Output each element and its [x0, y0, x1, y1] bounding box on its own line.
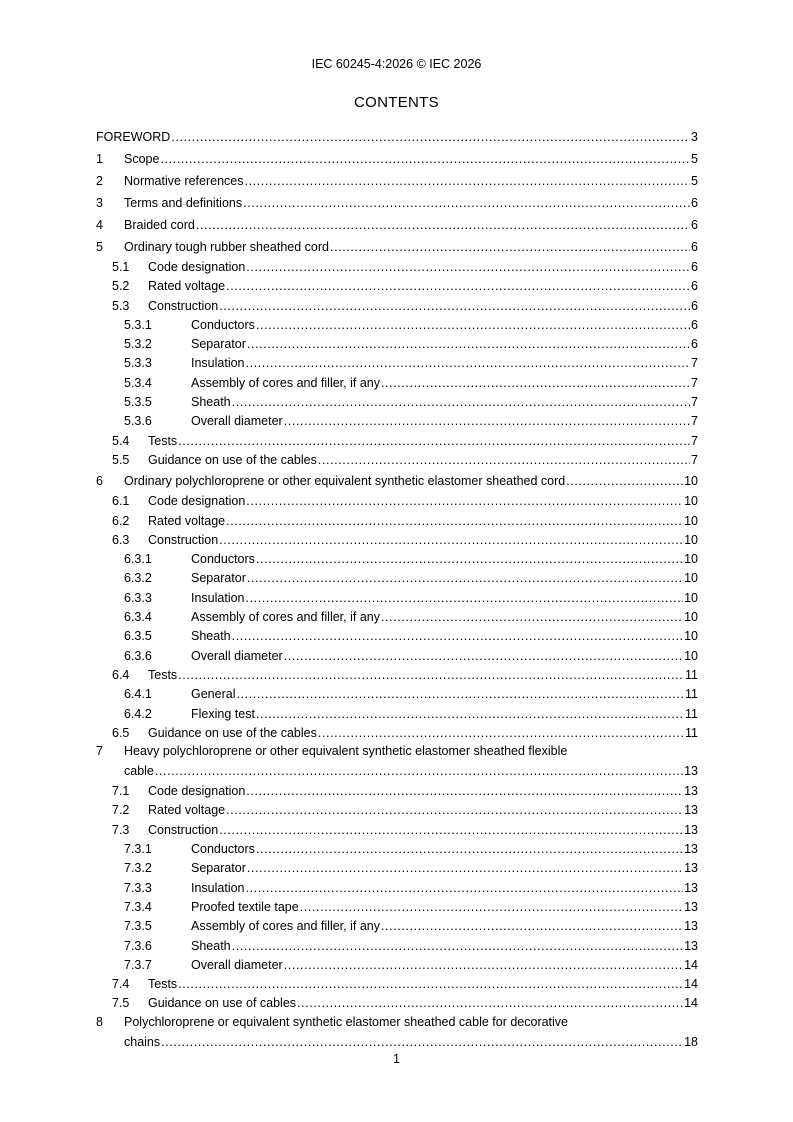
toc-entry-page: 14	[684, 996, 698, 1011]
toc-entry-page: 13	[684, 764, 698, 779]
toc-entry-page: 10	[684, 532, 698, 547]
toc-entry-page: 10	[684, 494, 698, 509]
toc-entry[interactable]	[96, 470, 698, 492]
toc-entry[interactable]	[96, 840, 698, 859]
toc-entry[interactable]	[96, 512, 698, 531]
running-header: IEC 60245-4:2026 © IEC 2026	[311, 57, 482, 71]
toc-entry[interactable]	[96, 685, 698, 704]
toc-entry-title: Polychloroprene or equivalent synthetic elastomer sheathed cable for decorative	[124, 1014, 569, 1029]
toc-entry-title: Construction	[148, 532, 219, 547]
toc-entry-title: Construction	[148, 822, 219, 837]
toc-entry-title: Overall diameter	[191, 957, 283, 972]
toc-entry-title: General	[191, 687, 236, 702]
toc-entry-page: 7	[691, 433, 698, 448]
dot-leader	[246, 354, 691, 373]
toc-entry-title: Ordinary tough rubber sheathed cord	[124, 240, 329, 254]
toc-entry[interactable]	[96, 297, 698, 316]
dot-leader	[330, 236, 690, 258]
dot-leader	[256, 705, 684, 724]
toc-entry-title: Code designation	[148, 494, 246, 509]
dot-leader	[178, 432, 690, 451]
toc-entry[interactable]	[96, 550, 698, 569]
toc-entry[interactable]	[96, 743, 698, 782]
toc-entry-page: 18	[684, 1034, 698, 1049]
toc-entry-title: Insulation	[191, 880, 245, 895]
toc-entry[interactable]	[96, 393, 698, 412]
toc-entry[interactable]	[96, 170, 698, 192]
toc-entry[interactable]	[96, 412, 698, 431]
dot-leader	[219, 297, 690, 316]
toc-entry-page: 7	[691, 356, 698, 371]
dot-leader	[256, 840, 683, 859]
toc-entry-number: 5.4	[112, 433, 130, 448]
toc-entry-number: 7.3.5	[124, 919, 152, 934]
dot-leader	[196, 214, 690, 236]
page-number: 1	[393, 1052, 400, 1066]
toc-entry-number: 7.3.7	[124, 957, 152, 972]
toc-entry-number: 6.4	[112, 667, 130, 682]
toc-entry-title: Overall diameter	[191, 648, 283, 663]
toc-entry-title: Ordinary polychloroprene or other equivalent synthetic elastomer sheathed cord	[124, 474, 566, 489]
toc-entry-title: Sheath	[191, 938, 231, 953]
toc-entry-page: 6	[691, 337, 698, 352]
toc-entry-title: Proofed textile tape	[191, 899, 299, 914]
toc-entry-number: 5.3.6	[124, 414, 152, 429]
toc-entry-page: 6	[691, 218, 698, 232]
toc-entry-title: Conductors	[191, 317, 255, 332]
toc-entry-title: Tests	[148, 433, 178, 448]
dot-leader	[232, 393, 690, 412]
toc-entry[interactable]	[96, 801, 698, 820]
dot-leader	[256, 550, 683, 569]
toc-entry-number: 7	[96, 744, 103, 759]
toc-entry-page: 3	[691, 130, 698, 144]
dot-leader	[160, 148, 690, 170]
dot-leader	[226, 277, 690, 296]
toc-entry[interactable]	[96, 859, 698, 878]
toc-entry-title: Insulation	[191, 590, 245, 605]
toc-entry[interactable]	[96, 258, 698, 277]
toc-entry-page: 6	[691, 279, 698, 294]
toc-entry-page: 10	[684, 648, 698, 663]
toc-entry-number: 6.5	[112, 725, 130, 740]
toc-entry-number: 5.3.4	[124, 375, 152, 390]
toc-entry-page: 13	[684, 822, 698, 837]
toc-entry-number: 5.3.1	[124, 317, 152, 332]
toc-entry-title-continued: cable	[124, 764, 154, 779]
toc-entry-page: 10	[684, 571, 698, 586]
toc-entry-number: 5.3.5	[124, 395, 152, 410]
dot-leader	[381, 374, 690, 393]
toc-entry-number: 2	[96, 174, 103, 188]
toc-entry[interactable]	[96, 975, 698, 994]
toc-entry-number: 5.3	[112, 298, 130, 313]
toc-entry-title: Heavy polychloroprene or other equivalent synthetic elastomer sheathed flexible	[124, 744, 568, 759]
dot-leader	[161, 1031, 683, 1053]
toc-entry-number: 8	[96, 1014, 103, 1029]
toc-entry-title: Braided cord	[124, 218, 195, 232]
toc-entry-page: 13	[684, 919, 698, 934]
toc-entry-title: Guidance on use of the cables	[148, 725, 317, 740]
toc-entry[interactable]	[96, 879, 698, 898]
toc-entry-title: Code designation	[148, 784, 246, 799]
toc-entry-number: 6.3.3	[124, 590, 152, 605]
toc-entry[interactable]	[96, 432, 698, 451]
toc-entry-number: 6.1	[112, 494, 130, 509]
dot-leader	[155, 760, 683, 782]
toc-entry-number: 7.3.6	[124, 938, 152, 953]
toc-entry[interactable]	[96, 666, 698, 685]
toc-entry-number: 6.3.1	[124, 552, 152, 567]
toc-entry-number: 6.4.2	[124, 706, 152, 721]
toc-entry-page: 7	[691, 375, 698, 390]
dot-leader	[297, 994, 683, 1013]
toc-entry-number: 5.2	[112, 279, 130, 294]
toc-entry[interactable]	[96, 608, 698, 627]
toc-entry-page: 13	[684, 842, 698, 857]
toc-entry-page: 11	[685, 687, 698, 702]
toc-entry-number: 5.3.3	[124, 356, 152, 371]
toc-entry-title: FOREWORD	[96, 130, 171, 144]
dot-leader	[247, 335, 690, 354]
toc-entry-title: Separator	[191, 571, 246, 586]
toc-entry-title: Flexing test	[191, 706, 255, 721]
toc-entry-page: 6	[691, 260, 698, 274]
toc-entry-page: 13	[684, 803, 698, 818]
dot-leader	[318, 451, 690, 470]
toc-entry[interactable]	[96, 937, 698, 956]
toc-entry-number: 6.4.1	[124, 687, 152, 702]
toc-entry[interactable]	[96, 316, 698, 335]
dot-leader	[178, 666, 684, 685]
dot-leader	[246, 879, 684, 898]
toc-entry[interactable]	[96, 277, 698, 296]
toc-entry-page: 13	[684, 899, 698, 914]
toc-entry-title: Conductors	[191, 842, 255, 857]
toc-entry-title: Assembly of cores and filler, if any	[191, 610, 380, 625]
toc-entry[interactable]	[96, 531, 698, 550]
toc-entry[interactable]	[96, 782, 698, 801]
dot-leader	[243, 192, 690, 214]
dot-leader	[232, 937, 683, 956]
toc-entry-page: 11	[685, 706, 698, 721]
table-of-contents	[96, 126, 698, 1053]
toc-entry-page: 14	[684, 977, 698, 992]
toc-entry-number: 6.3	[112, 532, 130, 547]
toc-entry-title-continued: chains	[124, 1034, 161, 1049]
toc-entry-title: Guidance on use of the cables	[148, 452, 317, 467]
toc-entry-page: 11	[685, 725, 698, 740]
toc-entry-title: Sheath	[191, 629, 231, 644]
toc-entry[interactable]	[96, 705, 698, 724]
toc-entry-title: Separator	[191, 861, 246, 876]
dot-leader	[219, 821, 683, 840]
dot-leader	[318, 724, 684, 743]
toc-entry-page: 13	[684, 880, 698, 895]
toc-entry[interactable]	[96, 589, 698, 608]
toc-entry-title: Tests	[148, 977, 178, 992]
toc-entry-number: 5.3.2	[124, 337, 152, 352]
dot-leader	[566, 470, 683, 492]
dot-leader	[381, 917, 683, 936]
dot-leader	[256, 316, 690, 335]
dot-leader	[246, 492, 683, 511]
toc-entry-page: 13	[684, 784, 698, 799]
toc-entry-title: Scope	[124, 152, 160, 166]
toc-entry[interactable]	[96, 335, 698, 354]
toc-entry-title: Rated voltage	[148, 513, 226, 528]
toc-entry-title: Tests	[148, 667, 178, 682]
toc-entry-number: 1	[96, 152, 103, 166]
dot-leader	[178, 975, 683, 994]
page-title: CONTENTS	[354, 94, 439, 111]
toc-entry-page: 6	[691, 317, 698, 332]
toc-entry-number: 6	[96, 474, 103, 489]
toc-entry-page: 10	[684, 552, 698, 567]
toc-entry-page: 10	[684, 610, 698, 625]
toc-entry[interactable]	[96, 724, 698, 743]
toc-entry[interactable]	[96, 1014, 698, 1053]
toc-entry-number: 7.3.4	[124, 899, 152, 914]
toc-entry-page: 11	[685, 667, 698, 682]
toc-entry-number: 6.3.2	[124, 571, 152, 586]
toc-entry[interactable]	[96, 627, 698, 646]
toc-entry-page: 10	[684, 474, 698, 489]
dot-leader	[247, 859, 683, 878]
toc-entry-page: 14	[684, 957, 698, 972]
toc-entry-number: 7.2	[112, 803, 130, 818]
dot-leader	[284, 412, 690, 431]
toc-entry-number: 7.3.2	[124, 861, 152, 876]
toc-entry[interactable]	[96, 214, 698, 236]
toc-entry-number: 7.3	[112, 822, 130, 837]
toc-entry-page: 6	[691, 298, 698, 313]
toc-entry-title: Construction	[148, 298, 219, 313]
toc-entry[interactable]	[96, 898, 698, 917]
toc-entry[interactable]	[96, 956, 698, 975]
dot-leader	[381, 608, 683, 627]
toc-entry[interactable]	[96, 451, 698, 470]
toc-entry-number: 3	[96, 196, 103, 210]
dot-leader	[247, 569, 683, 588]
toc-entry[interactable]	[96, 374, 698, 393]
toc-entry[interactable]	[96, 917, 698, 936]
toc-entry-title: Guidance on use of cables	[148, 996, 297, 1011]
toc-entry-title: Rated voltage	[148, 279, 226, 294]
toc-entry-page: 7	[691, 395, 698, 410]
toc-entry-number: 6.3.4	[124, 610, 152, 625]
toc-entry-number: 7.4	[112, 977, 130, 992]
toc-entry[interactable]	[96, 492, 698, 511]
toc-entry-title: Sheath	[191, 395, 231, 410]
toc-entry[interactable]	[96, 994, 698, 1013]
toc-entry[interactable]	[96, 821, 698, 840]
dot-leader	[284, 956, 683, 975]
toc-entry[interactable]	[96, 148, 698, 170]
dot-leader	[219, 531, 683, 550]
toc-entry-page: 6	[691, 240, 698, 254]
toc-entry-number: 6.3.6	[124, 648, 152, 663]
toc-entry-page: 13	[684, 938, 698, 953]
toc-entry-page: 5	[691, 152, 698, 166]
toc-entry-page: 13	[684, 861, 698, 876]
toc-entry-title: Code designation	[148, 260, 246, 274]
toc-entry-number: 6.2	[112, 513, 130, 528]
toc-entry-number: 5.5	[112, 452, 130, 467]
toc-entry-page: 10	[684, 590, 698, 605]
dot-leader	[245, 170, 691, 192]
toc-entry-number: 6.3.5	[124, 629, 152, 644]
toc-entry-number: 7.5	[112, 996, 130, 1011]
toc-entry[interactable]	[96, 354, 698, 373]
dot-leader	[236, 685, 684, 704]
toc-entry-number: 5.1	[112, 260, 130, 274]
dot-leader	[226, 512, 683, 531]
toc-entry-title: Assembly of cores and filler, if any	[191, 919, 380, 934]
toc-entry-title: Terms and definitions	[124, 196, 243, 210]
toc-entry-number: 4	[96, 218, 103, 232]
dot-leader	[232, 627, 683, 646]
toc-entry-title: Rated voltage	[148, 803, 226, 818]
toc-entry-title: Separator	[191, 337, 246, 352]
toc-entry-title: Conductors	[191, 552, 255, 567]
dot-leader	[226, 801, 683, 820]
dot-leader	[300, 898, 683, 917]
toc-entry-number: 7.3.3	[124, 880, 152, 895]
toc-entry-page: 7	[691, 452, 698, 467]
toc-entry-number: 7.1	[112, 784, 130, 799]
toc-entry-title: Overall diameter	[191, 414, 283, 429]
toc-entry[interactable]	[96, 192, 698, 214]
toc-entry[interactable]	[96, 126, 698, 148]
toc-entry-page: 6	[691, 196, 698, 210]
dot-leader	[246, 258, 690, 277]
toc-entry-number: 5	[96, 240, 103, 254]
toc-entry[interactable]	[96, 236, 698, 258]
toc-entry-title: Normative references	[124, 174, 244, 188]
toc-entry-page: 10	[684, 513, 698, 528]
dot-leader	[284, 647, 683, 666]
dot-leader	[246, 782, 683, 801]
toc-entry[interactable]	[96, 569, 698, 588]
toc-entry-page: 5	[691, 174, 698, 188]
toc-entry-page: 10	[684, 629, 698, 644]
toc-entry-page: 7	[691, 414, 698, 429]
dot-leader	[246, 589, 684, 608]
toc-entry-number: 7.3.1	[124, 842, 152, 857]
toc-entry-title: Insulation	[191, 356, 245, 371]
toc-entry[interactable]	[96, 647, 698, 666]
dot-leader	[171, 126, 690, 148]
toc-entry-title: Assembly of cores and filler, if any	[191, 375, 380, 390]
